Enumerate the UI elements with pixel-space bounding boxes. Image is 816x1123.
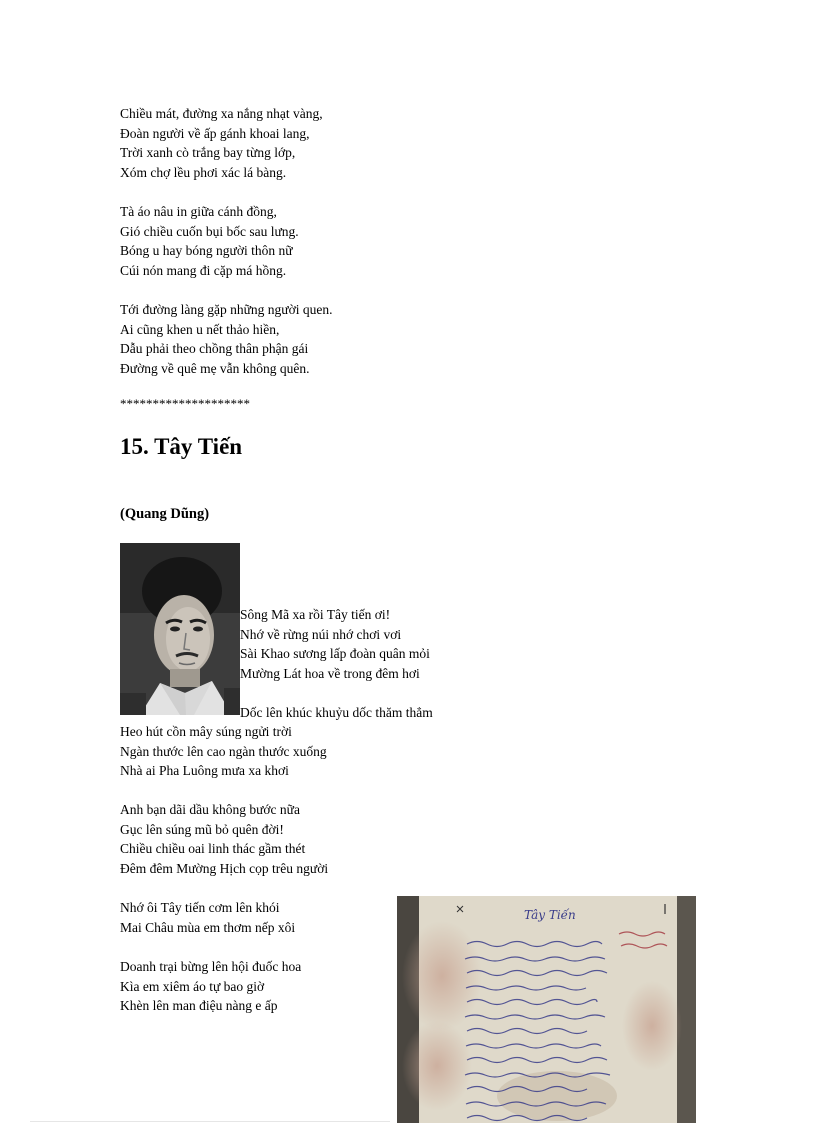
poem-line: Kìa em xiêm áo tự bao giờ xyxy=(120,978,265,994)
poem-line: Đoàn người về ấp gánh khoai lang, xyxy=(120,125,310,141)
poem-line: Xóm chợ lều phơi xác lá bàng. xyxy=(120,164,287,180)
prev-poem-stanza-1 xyxy=(120,104,323,182)
poem-line: Khèn lên man điệu nàng e ấp xyxy=(120,998,278,1013)
poem-author: (Quang Dũng) xyxy=(120,506,210,522)
poem-line: Trời xanh cò trắng bay từng lớp, xyxy=(120,145,296,160)
poem-line: Dẫu phải theo chồng thân phận gái xyxy=(120,341,309,356)
poem-line: Heo hút cồn mây súng ngửi trời xyxy=(120,724,292,739)
poem-line: Đêm đêm Mường Hịch cọp trêu người xyxy=(120,860,329,876)
poem-line: Chiều mát, đường xa nắng nhạt vàng, xyxy=(120,106,323,121)
poem-line: Đường về quê mẹ vẫn không quên. xyxy=(120,360,310,376)
poem-line: Cúi nón mang đi cặp má hồng. xyxy=(120,262,287,278)
manuscript-title: Tây Tiến xyxy=(524,908,576,922)
author-portrait xyxy=(120,543,240,715)
poem-line: Dốc lên khúc khuỷu dốc thăm thẳm xyxy=(240,705,433,720)
poem-line: Mai Châu mùa em thơm nếp xôi xyxy=(120,919,296,935)
poem-stanza-5 xyxy=(120,957,301,1016)
poem-line: Chiều chiều oai linh thác gầm thét xyxy=(120,841,306,856)
divider xyxy=(30,1121,390,1122)
poem-line: Nhớ ôi Tây tiến cơm lên khói xyxy=(120,900,280,915)
prev-poem-stanza-2 xyxy=(120,202,299,280)
poem-line: Doanh trại bừng lên hội đuốc hoa xyxy=(120,959,302,974)
poem-line: Tà áo nâu in giữa cánh đồng, xyxy=(120,204,277,219)
poem-line: Ai cũng khen u nết thảo hiền, xyxy=(120,321,280,337)
manuscript-photo xyxy=(397,896,696,1123)
poem-stanza-4 xyxy=(120,898,295,937)
poem-line: Sông Mã xa rồi Tây tiến ơi! xyxy=(240,607,391,622)
poem-line: Anh bạn dãi dầu không bước nữa xyxy=(120,802,300,817)
poem-line: Gục lên súng mũ bỏ quên đời! xyxy=(120,821,284,837)
poem-line: Mường Lát hoa về trong đêm hơi xyxy=(240,665,420,681)
poem-stanza-2 xyxy=(120,722,327,781)
section-title: 15. Tây Tiến xyxy=(120,434,243,459)
poem-line: Nhớ về rừng núi nhớ chơi vơi xyxy=(240,626,402,642)
poem-stanza-3 xyxy=(120,800,328,878)
poem-stanza-2-first-line xyxy=(240,703,433,723)
poem-line: Sài Khao sương lấp đoàn quân mỏi xyxy=(240,646,430,661)
poem-line: Gió chiều cuốn bụi bốc sau lưng. xyxy=(120,223,299,239)
poem-line: Ngàn thước lên cao ngàn thước xuống xyxy=(120,743,327,759)
poem-line: Nhà ai Pha Luông mưa xa khơi xyxy=(120,763,289,778)
poem-stanza-1 xyxy=(240,605,430,683)
prev-poem-stanza-3 xyxy=(120,300,332,378)
poem-line: Tới đường làng gặp những người quen. xyxy=(120,302,333,317)
poem-line: Bóng u hay bóng người thôn nữ xyxy=(120,243,293,258)
separator: ******************** xyxy=(120,396,250,411)
